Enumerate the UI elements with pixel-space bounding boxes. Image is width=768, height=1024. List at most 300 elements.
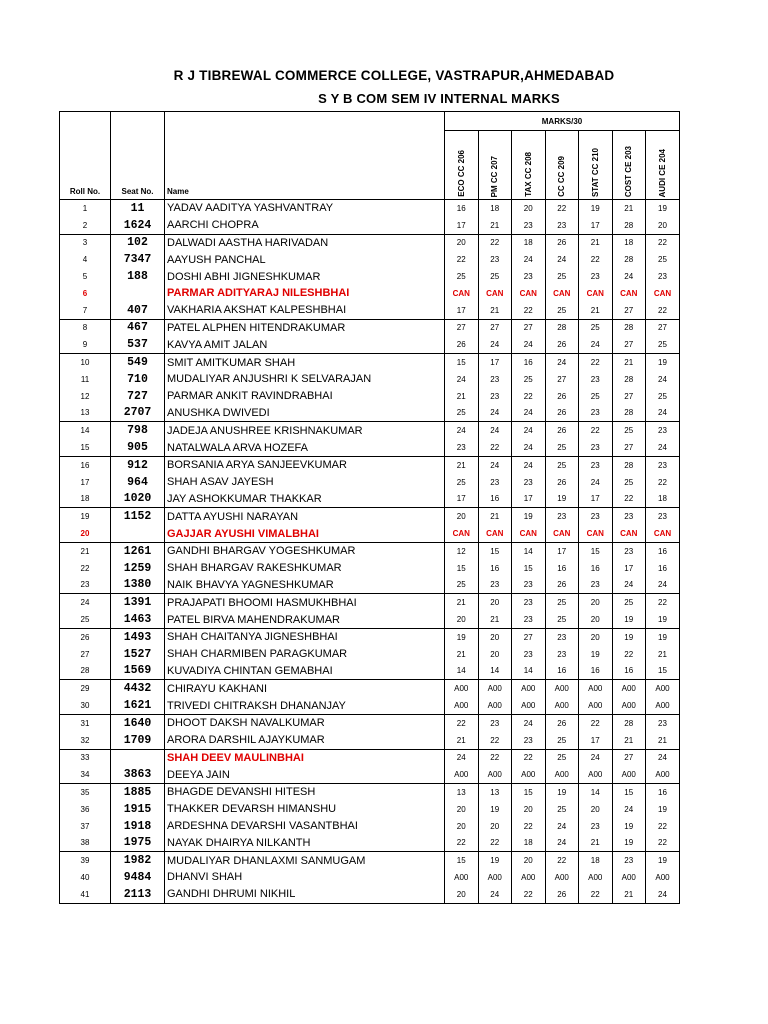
student-name-cell: PRAJAPATI BHOOMI HASMUKHBHAI (165, 594, 445, 611)
mark-cell: 23 (612, 852, 646, 869)
roll-no-cell: 21 (60, 542, 111, 559)
table-row (60, 594, 680, 611)
mark-cell: 24 (545, 834, 579, 851)
mark-cell: A00 (478, 680, 512, 697)
mark-cell: 20 (579, 594, 613, 611)
roll-no-cell: 20 (60, 525, 111, 542)
seat-no-cell: 188 (111, 268, 165, 285)
mark-cell: 27 (612, 336, 646, 353)
mark-cell: 14 (512, 663, 546, 680)
mark-cell: 23 (478, 371, 512, 388)
mark-cell: 28 (612, 217, 646, 234)
student-name-cell: SHAH CHARMIBEN PARAGKUMAR (165, 646, 445, 663)
roll-no-cell: 24 (60, 594, 111, 611)
table-row (60, 354, 680, 371)
table-row (60, 319, 680, 336)
mark-cell: 23 (646, 456, 680, 473)
mark-cell: 19 (512, 508, 546, 525)
mark-cell: 24 (478, 886, 512, 903)
mark-cell: 14 (512, 542, 546, 559)
roll-no-cell: 25 (60, 611, 111, 628)
mark-cell: 23 (579, 268, 613, 285)
mark-cell: 19 (545, 784, 579, 801)
table-row (60, 749, 680, 766)
header-name: Name (165, 112, 445, 200)
mark-cell: CAN (579, 285, 613, 302)
student-name-cell: NAIK BHAVYA YAGNESHKUMAR (165, 577, 445, 594)
seat-no-cell: 1885 (111, 784, 165, 801)
mark-cell: 22 (579, 714, 613, 731)
mark-cell: 22 (478, 834, 512, 851)
mark-cell: 20 (579, 611, 613, 628)
mark-cell: 27 (512, 628, 546, 645)
roll-no-cell: 4 (60, 251, 111, 268)
mark-cell: 18 (478, 200, 512, 217)
table-row (60, 784, 680, 801)
table-row (60, 200, 680, 217)
roll-no-cell: 39 (60, 852, 111, 869)
mark-cell: 28 (612, 251, 646, 268)
table-row (60, 285, 680, 302)
seat-no-cell: 1380 (111, 577, 165, 594)
mark-cell: 20 (445, 886, 479, 903)
mark-cell: 25 (545, 749, 579, 766)
mark-cell: 23 (478, 251, 512, 268)
mark-cell: 24 (646, 439, 680, 456)
mark-cell: 23 (478, 388, 512, 405)
mark-cell: 25 (646, 388, 680, 405)
table-row (60, 405, 680, 422)
mark-cell: 22 (646, 302, 680, 319)
mark-cell: 21 (445, 456, 479, 473)
mark-cell: 22 (545, 200, 579, 217)
mark-cell: CAN (512, 525, 546, 542)
student-name-cell: DOSHI ABHI JIGNESHKUMAR (165, 268, 445, 285)
student-name-cell: ANUSHKA DWIVEDI (165, 405, 445, 422)
table-row (60, 577, 680, 594)
seat-no-cell: 102 (111, 234, 165, 251)
mark-cell: 24 (579, 474, 613, 491)
mark-cell: 24 (646, 886, 680, 903)
student-name-cell: AARCHI CHOPRA (165, 217, 445, 234)
mark-cell: 26 (545, 714, 579, 731)
student-name-cell: DALWADI AASTHA HARIVADAN (165, 234, 445, 251)
header-subject (445, 131, 479, 200)
mark-cell: 24 (512, 336, 546, 353)
table-row (60, 680, 680, 697)
roll-no-cell: 22 (60, 560, 111, 577)
mark-cell: 22 (646, 834, 680, 851)
mark-cell: 21 (612, 354, 646, 371)
mark-cell: 24 (512, 405, 546, 422)
mark-cell: 27 (612, 302, 646, 319)
mark-cell: 24 (646, 749, 680, 766)
table-row (60, 456, 680, 473)
mark-cell: 24 (612, 801, 646, 818)
mark-cell: 20 (478, 628, 512, 645)
student-name-cell: NATALWALA ARVA HOZEFA (165, 439, 445, 456)
seat-no-cell: 1527 (111, 646, 165, 663)
mark-cell: 23 (579, 818, 613, 835)
mark-cell: 25 (545, 594, 579, 611)
roll-no-cell: 33 (60, 749, 111, 766)
header-subject-label: PM CC 207 (490, 155, 500, 197)
mark-cell: 17 (478, 354, 512, 371)
mark-cell: 26 (545, 405, 579, 422)
mark-cell: 25 (545, 611, 579, 628)
header-subject (512, 131, 546, 200)
seat-no-cell: 407 (111, 302, 165, 319)
mark-cell: 20 (512, 852, 546, 869)
mark-cell: 23 (646, 508, 680, 525)
mark-cell: A00 (646, 680, 680, 697)
mark-cell: 25 (545, 732, 579, 749)
mark-cell: 20 (579, 628, 613, 645)
roll-no-cell: 11 (60, 371, 111, 388)
mark-cell: 24 (545, 251, 579, 268)
mark-cell: 23 (612, 508, 646, 525)
seat-no-cell: 1982 (111, 852, 165, 869)
mark-cell: A00 (646, 766, 680, 783)
student-name-cell: KUVADIYA CHINTAN GEMABHAI (165, 663, 445, 680)
mark-cell: 19 (579, 646, 613, 663)
mark-cell: CAN (612, 525, 646, 542)
roll-no-cell: 3 (60, 234, 111, 251)
mark-cell: 24 (646, 405, 680, 422)
mark-cell: A00 (612, 697, 646, 714)
mark-cell: 23 (512, 577, 546, 594)
mark-cell: 26 (545, 422, 579, 439)
mark-cell: A00 (478, 697, 512, 714)
mark-cell: CAN (512, 285, 546, 302)
mark-cell: 22 (512, 818, 546, 835)
student-name-cell: JAY ASHOKKUMAR THAKKAR (165, 491, 445, 508)
mark-cell: CAN (478, 285, 512, 302)
table-row (60, 371, 680, 388)
mark-cell: 23 (579, 456, 613, 473)
header-subject (612, 131, 646, 200)
mark-cell: 22 (478, 732, 512, 749)
mark-cell: 24 (545, 818, 579, 835)
mark-cell: 22 (646, 818, 680, 835)
mark-cell: 21 (579, 834, 613, 851)
mark-cell: CAN (478, 525, 512, 542)
mark-cell: 15 (445, 852, 479, 869)
mark-cell: A00 (445, 697, 479, 714)
mark-cell: 17 (545, 542, 579, 559)
mark-cell: 17 (445, 302, 479, 319)
mark-cell: 24 (445, 422, 479, 439)
mark-cell: 17 (579, 732, 613, 749)
mark-cell: 24 (612, 577, 646, 594)
mark-cell: CAN (612, 285, 646, 302)
table-row (60, 525, 680, 542)
header-subject-label: COST CE 203 (624, 145, 634, 197)
roll-no-cell: 28 (60, 663, 111, 680)
mark-cell: CAN (545, 525, 579, 542)
mark-cell: 22 (512, 388, 546, 405)
student-name-cell: NAYAK DHAIRYA NILKANTH (165, 834, 445, 851)
mark-cell: 22 (445, 251, 479, 268)
mark-cell: 19 (545, 491, 579, 508)
mark-cell: 28 (612, 714, 646, 731)
mark-cell: 20 (579, 801, 613, 818)
mark-cell: 13 (445, 784, 479, 801)
seat-no-cell: 1915 (111, 801, 165, 818)
mark-cell: 23 (545, 628, 579, 645)
header-seat-no: Seat No. (111, 112, 165, 200)
mark-cell: 25 (445, 405, 479, 422)
seat-no-cell: 3863 (111, 766, 165, 783)
table-row (60, 869, 680, 886)
student-name-cell: GAJJAR AYUSHI VIMALBHAI (165, 525, 445, 542)
mark-cell: 24 (445, 749, 479, 766)
seat-no-cell: 1020 (111, 491, 165, 508)
roll-no-cell: 7 (60, 302, 111, 319)
mark-cell: 17 (445, 491, 479, 508)
mark-cell: 19 (646, 200, 680, 217)
mark-cell: 16 (512, 354, 546, 371)
mark-cell: A00 (445, 766, 479, 783)
mark-cell: 16 (445, 200, 479, 217)
mark-cell: 16 (478, 491, 512, 508)
mark-cell: 24 (545, 354, 579, 371)
seat-no-cell (111, 285, 165, 302)
mark-cell: 15 (612, 784, 646, 801)
student-name-cell: VAKHARIA AKSHAT KALPESHBHAI (165, 302, 445, 319)
mark-cell: 21 (445, 646, 479, 663)
roll-no-cell: 26 (60, 628, 111, 645)
header-subject (579, 131, 613, 200)
mark-cell: 22 (646, 474, 680, 491)
mark-cell: 23 (478, 474, 512, 491)
table-row (60, 611, 680, 628)
student-name-cell: SHAH ASAV JAYESH (165, 474, 445, 491)
mark-cell: 23 (512, 594, 546, 611)
mark-cell: A00 (612, 869, 646, 886)
mark-cell: 16 (579, 663, 613, 680)
mark-cell: 25 (612, 594, 646, 611)
mark-cell: 24 (646, 577, 680, 594)
mark-cell: 26 (545, 388, 579, 405)
student-name-cell: BHAGDE DEVANSHI HITESH (165, 784, 445, 801)
seat-no-cell: 1152 (111, 508, 165, 525)
mark-cell: 15 (512, 784, 546, 801)
student-name-cell: MUDALIYAR ANJUSHRI K SELVARAJAN (165, 371, 445, 388)
roll-no-cell: 36 (60, 801, 111, 818)
mark-cell: A00 (512, 869, 546, 886)
mark-cell: 19 (478, 852, 512, 869)
mark-cell: 16 (545, 663, 579, 680)
mark-cell: 20 (478, 594, 512, 611)
roll-no-cell: 12 (60, 388, 111, 405)
mark-cell: 15 (646, 663, 680, 680)
student-name-cell: PATEL BIRVA MAHENDRAKUMAR (165, 611, 445, 628)
roll-no-cell: 30 (60, 697, 111, 714)
roll-no-cell: 19 (60, 508, 111, 525)
roll-no-cell: 18 (60, 491, 111, 508)
mark-cell: 19 (646, 611, 680, 628)
mark-cell: 15 (478, 542, 512, 559)
mark-cell: CAN (445, 285, 479, 302)
mark-cell: 25 (445, 577, 479, 594)
mark-cell: 22 (646, 234, 680, 251)
student-name-cell: THAKKER DEVARSH HIMANSHU (165, 801, 445, 818)
mark-cell: 24 (445, 371, 479, 388)
mark-cell: 23 (512, 217, 546, 234)
table-row (60, 852, 680, 869)
mark-cell: 25 (445, 474, 479, 491)
mark-cell: 25 (478, 268, 512, 285)
mark-cell: 21 (478, 217, 512, 234)
mark-cell: A00 (579, 766, 613, 783)
mark-cell: 22 (579, 422, 613, 439)
mark-cell: A00 (512, 697, 546, 714)
mark-cell: 24 (478, 422, 512, 439)
roll-no-cell: 29 (60, 680, 111, 697)
mark-cell: 20 (478, 646, 512, 663)
seat-no-cell: 1709 (111, 732, 165, 749)
mark-cell: 21 (478, 611, 512, 628)
mark-cell: CAN (445, 525, 479, 542)
roll-no-cell: 34 (60, 766, 111, 783)
mark-cell: 19 (612, 834, 646, 851)
mark-cell: 25 (646, 251, 680, 268)
mark-cell: 16 (646, 542, 680, 559)
mark-cell: 22 (579, 886, 613, 903)
seat-no-cell: 9484 (111, 869, 165, 886)
header-roll-no: Roll No. (60, 112, 111, 200)
table-row (60, 818, 680, 835)
mark-cell: 26 (545, 577, 579, 594)
mark-cell: 22 (445, 834, 479, 851)
roll-no-cell: 40 (60, 869, 111, 886)
table-row (60, 834, 680, 851)
mark-cell: 25 (545, 439, 579, 456)
mark-cell: 20 (445, 818, 479, 835)
mark-cell: 27 (612, 439, 646, 456)
roll-no-cell: 6 (60, 285, 111, 302)
student-name-cell: GANDHI BHARGAV YOGESHKUMAR (165, 542, 445, 559)
roll-no-cell: 13 (60, 405, 111, 422)
header-subject (478, 131, 512, 200)
mark-cell: 25 (545, 268, 579, 285)
mark-cell: 20 (478, 818, 512, 835)
seat-no-cell: 549 (111, 354, 165, 371)
mark-cell: 24 (512, 439, 546, 456)
mark-cell: 22 (478, 749, 512, 766)
roll-no-cell: 9 (60, 336, 111, 353)
table-row (60, 628, 680, 645)
mark-cell: 23 (545, 646, 579, 663)
mark-cell: A00 (579, 680, 613, 697)
mark-cell: 20 (445, 611, 479, 628)
mark-cell: 14 (478, 663, 512, 680)
roll-no-cell: 14 (60, 422, 111, 439)
student-name-cell: PATEL ALPHEN HITENDRAKUMAR (165, 319, 445, 336)
mark-cell: 19 (445, 628, 479, 645)
mark-cell: 17 (445, 217, 479, 234)
seat-no-cell: 7347 (111, 251, 165, 268)
table-row (60, 234, 680, 251)
mark-cell: 25 (512, 371, 546, 388)
mark-cell: 24 (579, 336, 613, 353)
mark-cell: 23 (512, 732, 546, 749)
mark-cell: 21 (646, 732, 680, 749)
mark-cell: 21 (646, 646, 680, 663)
student-name-cell: SHAH DEEV MAULINBHAI (165, 749, 445, 766)
roll-no-cell: 32 (60, 732, 111, 749)
mark-cell: A00 (512, 680, 546, 697)
table-row (60, 217, 680, 234)
mark-cell: 13 (478, 784, 512, 801)
mark-cell: A00 (646, 869, 680, 886)
mark-cell: 16 (646, 560, 680, 577)
mark-cell: 19 (646, 354, 680, 371)
student-name-cell: PARMAR ANKIT RAVINDRABHAI (165, 388, 445, 405)
mark-cell: A00 (445, 869, 479, 886)
mark-cell: 16 (545, 560, 579, 577)
mark-cell: A00 (445, 680, 479, 697)
header-subject (545, 131, 579, 200)
mark-cell: 16 (579, 560, 613, 577)
seat-no-cell: 1261 (111, 542, 165, 559)
student-name-cell: JADEJA ANUSHREE KRISHNAKUMAR (165, 422, 445, 439)
mark-cell: 28 (612, 405, 646, 422)
seat-no-cell: 2707 (111, 405, 165, 422)
table-row (60, 439, 680, 456)
mark-cell: A00 (612, 680, 646, 697)
mark-cell: 15 (579, 542, 613, 559)
mark-cell: 17 (579, 491, 613, 508)
mark-cell: 25 (579, 388, 613, 405)
mark-cell: 25 (545, 801, 579, 818)
mark-cell: 23 (512, 268, 546, 285)
roll-no-cell: 27 (60, 646, 111, 663)
mark-cell: 27 (612, 749, 646, 766)
mark-cell: 24 (512, 251, 546, 268)
mark-cell: 23 (612, 542, 646, 559)
mark-cell: 27 (646, 319, 680, 336)
sheet-subtitle: S Y B COM SEM IV INTERNAL MARKS (318, 91, 560, 106)
mark-cell: 23 (512, 611, 546, 628)
mark-cell: 21 (478, 302, 512, 319)
mark-cell: 23 (478, 714, 512, 731)
mark-cell: 26 (545, 336, 579, 353)
table-row (60, 336, 680, 353)
roll-no-cell: 38 (60, 834, 111, 851)
mark-cell: 16 (612, 663, 646, 680)
header-marks: MARKS/30 (445, 112, 680, 131)
mark-cell: 22 (478, 234, 512, 251)
mark-cell: 19 (612, 611, 646, 628)
student-name-cell: SMIT AMITKUMAR SHAH (165, 354, 445, 371)
roll-no-cell: 17 (60, 474, 111, 491)
roll-no-cell: 15 (60, 439, 111, 456)
table-row (60, 801, 680, 818)
header-subject-label: ECO CC 206 (456, 150, 466, 197)
mark-cell: 25 (445, 268, 479, 285)
mark-cell: 20 (646, 217, 680, 234)
mark-cell: 21 (445, 388, 479, 405)
seat-no-cell: 4432 (111, 680, 165, 697)
mark-cell: 17 (579, 217, 613, 234)
table-row (60, 388, 680, 405)
seat-no-cell: 1975 (111, 834, 165, 851)
seat-no-cell: 1918 (111, 818, 165, 835)
seat-no-cell: 905 (111, 439, 165, 456)
mark-cell: 20 (445, 801, 479, 818)
